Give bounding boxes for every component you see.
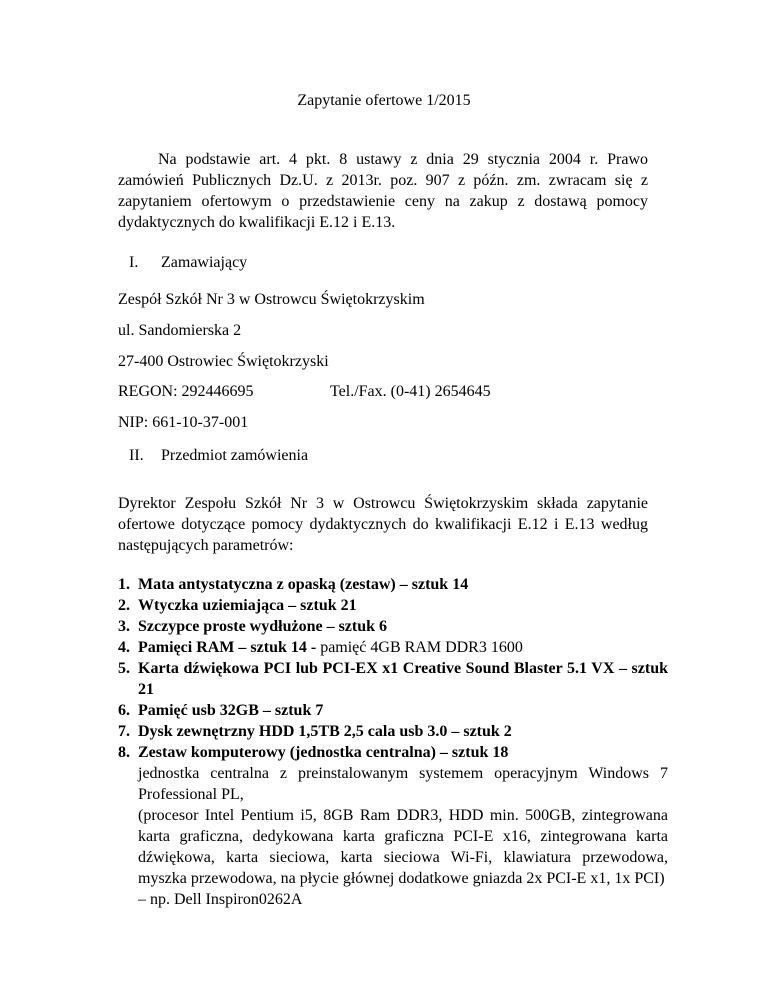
item-title: Dysk zewnętrzny HDD 1,5TB 2,5 cala usb 3.0 – sztuk 2 — [138, 723, 512, 740]
orderer-street: ul. Sandomierska 2 — [118, 322, 242, 339]
orderer-city: 27-400 Ostrowiec Świętokrzyski — [118, 353, 329, 370]
item-title: Karta dźwiękowa PCI lub PCI-EX x1 Creative Sound Blaster 5.1 VX – sztuk 21 — [138, 660, 668, 698]
item-number: 2. — [118, 597, 130, 614]
intro-paragraph: Na podstawie art. 4 pkt. 8 ustawy z dnia 29 stycznia 2004 r. Prawo zamówień Publicznych Dz.U. z 2013r. poz. 907 z późn. zm. zwracam się z zapytaniem ofertowym o przedstawienie ceny na zakup z dostawą pomocy dydaktycznych do kwalifikacji E.12 i E.13. — [118, 151, 648, 231]
item-description-specs: (procesor Intel Pentium i5, 8GB Ram DDR3, HDD min. 500GB, zintegrowana karta graficzna, dedykowana karta graficzna PCI-E x16, zintegrowana karta dźwiękowa, karta sieciowa, karta sieciowa Wi-Fi, klawiatura przewodowa, myszka przewodowa, na płycie głównej dodatkowe gniazda 2x PCI-E x1, 1x PCI) — [138, 807, 668, 887]
item-title: Zestaw komputerowy (jednostka centralna) – sztuk 18 — [138, 744, 509, 761]
orderer-regon: REGON: 292446695 — [118, 383, 254, 400]
item-number: 5. — [118, 660, 130, 677]
orderer-name: Zespół Szkół Nr 3 w Ostrowcu Świętokrzyskim — [118, 291, 425, 308]
list-item — [118, 637, 668, 658]
section-number: II. — [129, 447, 144, 464]
item-description-example: – np. Dell Inspiron0262A — [138, 891, 303, 908]
item-number: 1. — [118, 576, 130, 593]
list-item — [118, 721, 668, 742]
section-number: I. — [129, 254, 139, 271]
item-number: 6. — [118, 702, 130, 719]
subject-paragraph: Dyrektor Zespołu Szkół Nr 3 w Ostrowcu Świętokrzyskim składa zapytanie ofertowe dotyczące pomocy dydaktycznych do kwalifikacji E.12 i E.13 według następujących parametrów: — [118, 495, 648, 554]
items-list — [118, 574, 668, 910]
item-number: 4. — [118, 639, 130, 656]
item-title: Pamięć usb 32GB – sztuk 7 — [138, 702, 324, 719]
item-title: Mata antystatyczna z opaską (zestaw) – sztuk 14 — [138, 576, 469, 593]
section-label: Przedmiot zamówienia — [161, 447, 309, 464]
section-label: Zamawiający — [161, 254, 248, 271]
list-item — [118, 700, 668, 721]
document-title: Zapytanie ofertowe 1/2015 — [297, 92, 471, 109]
list-item — [118, 658, 668, 700]
item-number: 7. — [118, 723, 130, 740]
list-item — [118, 616, 668, 637]
item-description-os: jednostka centralna z preinstalowanym systemem operacyjnym Windows 7 Professional PL, — [138, 765, 668, 803]
item-number: 8. — [118, 744, 130, 761]
orderer-nip: NIP: 661-10-37-001 — [118, 414, 249, 431]
list-item — [118, 574, 668, 595]
item-title: Wtyczka uziemiająca – sztuk 21 — [138, 597, 357, 614]
item-title: Szczypce proste wydłużone – sztuk 6 — [138, 618, 388, 635]
orderer-tel: Tel./Fax. (0-41) 2654645 — [330, 383, 491, 400]
list-item — [118, 595, 668, 616]
item-detail: pamięć 4GB RAM DDR3 1600 — [316, 639, 523, 656]
item-title: Pamięci RAM – sztuk 14 - — [138, 639, 317, 656]
item-number: 3. — [118, 618, 130, 635]
list-item — [118, 742, 668, 910]
